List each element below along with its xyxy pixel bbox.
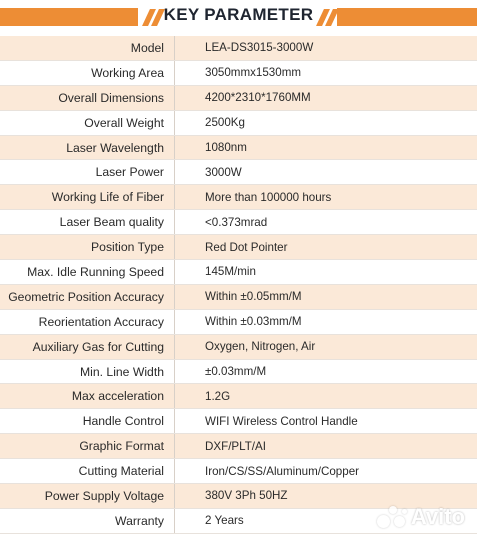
parameter-table [0,36,477,534]
parameter-value: 2500Kg [205,116,245,130]
table-row [0,86,477,111]
parameter-value: Iron/CS/SS/Aluminum/Copper [205,464,360,478]
table-row [0,459,477,484]
parameter-label: Working Area [91,65,164,80]
parameter-label: Max. Idle Running Speed [27,264,164,279]
parameter-value: <0.373mrad [205,215,268,229]
parameter-value: 380V 3Ph 50HZ [205,489,288,503]
table-row [0,160,477,185]
parameter-value: 2 Years [205,514,244,528]
table-row [0,434,477,459]
table-row [0,61,477,86]
parameter-label: Model [130,40,164,55]
parameter-value: Oxygen, Nitrogen, Air [205,340,316,354]
parameter-label: Laser Beam quality [59,215,164,230]
parameter-label: Warranty [115,513,164,528]
table-row [0,185,477,210]
parameter-label: Cutting Material [78,464,164,479]
parameter-value: More than 100000 hours [205,190,332,204]
parameter-label: Laser Wavelength [66,140,164,155]
parameter-label: Auxiliary Gas for Cutting [32,339,164,354]
parameter-label: Power Supply Voltage [44,488,164,503]
parameter-value: WIFI Wireless Control Handle [205,414,358,428]
parameter-value: Within ±0.05mm/M [205,290,302,304]
parameter-label: Geometric Position Accuracy [8,289,164,304]
watermark-text: Avito [410,504,465,529]
table-row [0,409,477,434]
parameter-label: Laser Power [95,165,164,180]
page-title: KEY PARAMETER [163,5,314,24]
table-row [0,210,477,235]
header-accent-bar-right [337,8,477,26]
parameter-value: 145M/min [205,265,256,279]
parameter-label: Reorientation Accuracy [38,314,164,329]
table-row [0,285,477,310]
parameter-value: DXF/PLT/AI [205,439,266,453]
table-row [0,111,477,136]
table-row [0,235,477,260]
parameter-label: Handle Control [82,414,164,429]
parameter-value: ±0.03mm/M [205,365,267,379]
parameter-value: 1.2G [205,389,231,403]
parameter-label: Min. Line Width [80,364,164,379]
parameter-value: LEA-DS3015-3000W [205,41,314,55]
table-row [0,260,477,285]
table-row [0,360,477,385]
parameter-label: Max acceleration [71,389,164,404]
parameter-value: Within ±0.03mm/M [205,315,302,329]
table-row [0,310,477,335]
table-row [0,335,477,360]
table-row [0,36,477,61]
parameter-label: Graphic Format [79,439,164,454]
avito-watermark [375,504,465,530]
header [0,0,477,36]
table-row [0,136,477,161]
table-row [0,384,477,409]
parameter-value: 4200*2310*1760MM [205,91,311,105]
parameter-value: 3050mmx1530mm [205,66,302,80]
parameter-value: 1080nm [205,141,247,154]
parameter-label: Overall Dimensions [58,90,164,105]
parameter-value: 3000W [205,165,242,179]
parameter-label: Overall Weight [84,115,164,130]
parameter-value: Red Dot Pointer [205,240,288,254]
avito-logo-icon [375,504,409,530]
parameter-label: Working Life of Fiber [51,190,164,205]
parameter-label: Position Type [91,240,164,255]
